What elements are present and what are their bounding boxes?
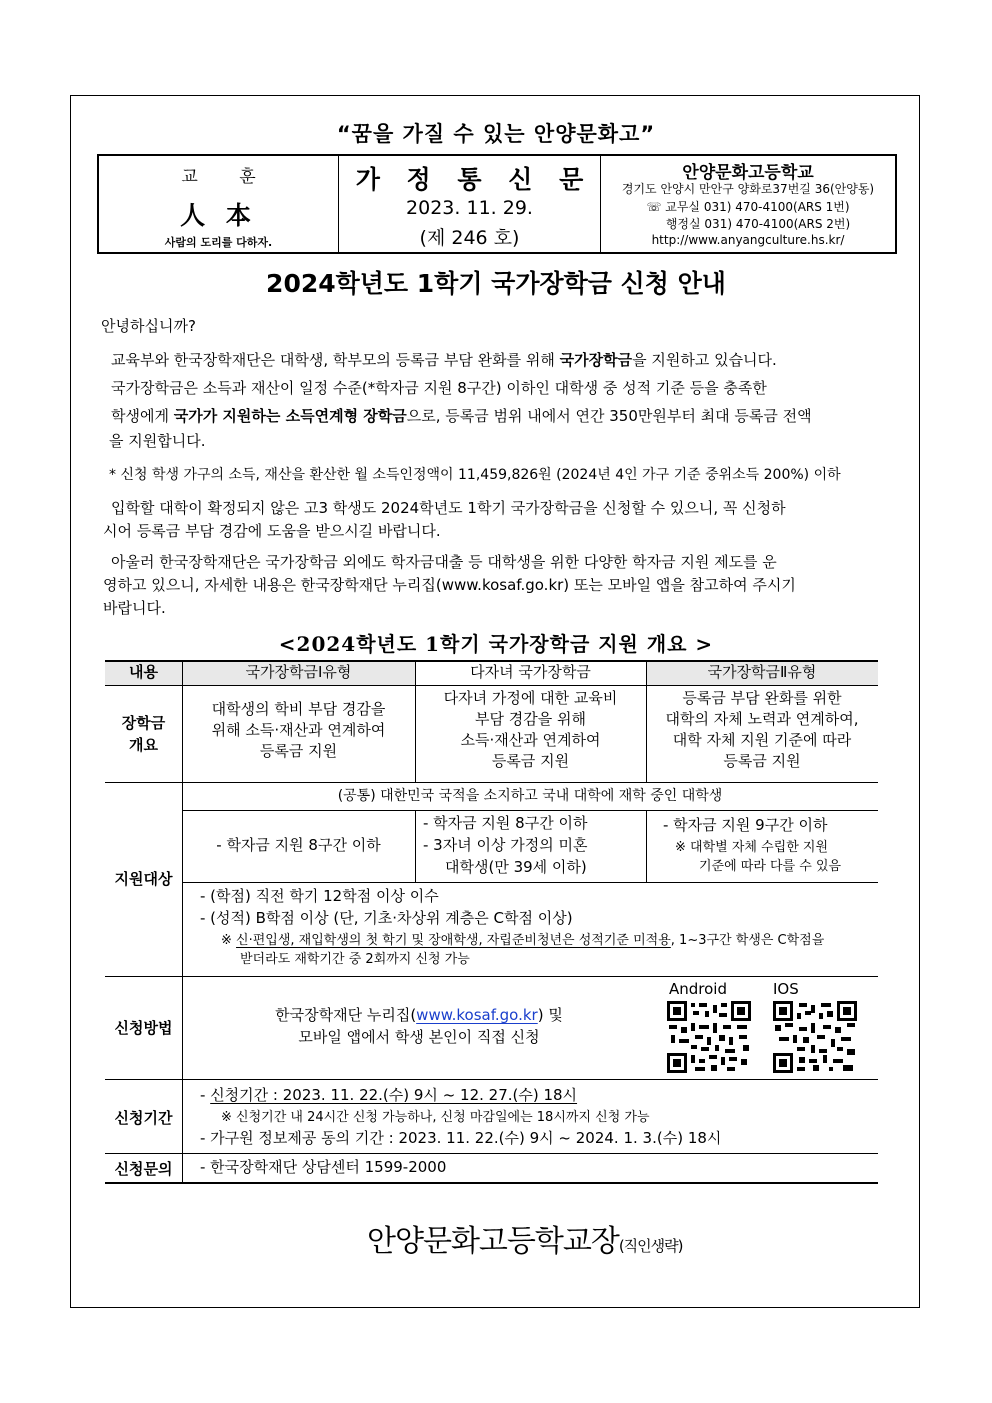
paragraph-1-end: 을 지원하고 있습니다. [632, 351, 777, 369]
table-title: <2024학년도 1학기 국가장학금 지원 개요 > [278, 632, 714, 656]
greeting: 안녕하십니까? [101, 317, 196, 335]
header-multi-child: 다자녀 국가장학금 [470, 663, 591, 681]
row-label-overview: 장학금 개요 [121, 714, 166, 754]
income-note: * 신청 학생 가구의 소득, 재산을 환산한 월 소득인정액이 11,459,826원 (2024년 4인 가구 기준 중위소득 200%) 이하 [109, 467, 841, 483]
paragraph-4-line-3: 바랍니다. [103, 599, 166, 617]
method-line-1 [182, 1005, 656, 1026]
paragraph-1-text: 교육부와 한국장학재단은 대학생, 학부모의 등록금 부담 완화를 위해 [111, 351, 560, 369]
target-note-mark: ※ [221, 933, 237, 948]
paragraph-2-bold: 국가가 지원하는 소득연계형 장학금 [173, 407, 407, 425]
paragraph-4-line-1: 아울러 한국장학재단은 국가장학금 외에도 학자금대출 등 대학생을 위한 다양한 학자금 지원 제도를 운 [111, 553, 777, 571]
document-frame [70, 95, 920, 1308]
paragraph-2-line-1: 국가장학금은 소득과 재산이 일정 수준(*학자금 지원 8구간) 이하인 대학생 중 성적 기준 등을 충족한 [111, 379, 767, 397]
page-title: 2024학년도 1학기 국가장학금 신청 안내 [266, 269, 726, 298]
android-label: Android [669, 980, 727, 998]
creed: 人 本 [180, 201, 257, 230]
header-content: 내용 [129, 663, 158, 681]
paragraph-4-line-2: 영하고 있으니, 자세한 내용은 한국장학재단 누리집(www.kosaf.go.kr) 또는 모바일 앱을 참고하여 주시기 [103, 576, 796, 594]
issue-date: 2023. 11. 29. [406, 197, 533, 219]
paragraph-3-line-2: 시어 등록금 부담 경감에 도움을 받으시길 바랍니다. [103, 522, 441, 540]
seal-omitted-note: (직인생략) [618, 1237, 683, 1255]
newsletter-title: 가 정 통 신 문 [355, 165, 593, 194]
target-type2-1: - 학자금 지원 9구간 이하 [663, 816, 828, 834]
kosaf-link[interactable]: www.kosaf.go.kr [416, 1006, 538, 1024]
target-common: (공통) 대한민국 국적을 소지하고 국내 대학에 재학 중인 대학생 [337, 788, 723, 804]
row-label-target: 지원대상 [114, 870, 173, 888]
creed-subtitle: 사람의 도리를 다하자. [164, 236, 273, 249]
contact-info: - 한국장학재단 상담센터 1599-2000 [200, 1158, 447, 1176]
newsletter-header [97, 154, 897, 254]
school-url[interactable]: http://www.anyangculture.hs.kr/ [651, 233, 845, 247]
period-consent: - 가구원 정보제공 동의 기간 : 2023. 11. 22.(수) 9시 ~ 2024. 1. 3.(수) 18시 [200, 1129, 722, 1147]
row-label-method: 신청방법 [114, 1019, 173, 1037]
target-note-2: 받더라도 재학기간 중 2회까지 신청 가능 [240, 952, 470, 967]
android-qr-code[interactable] [667, 1001, 751, 1073]
header-type1: 국가장학금Ⅰ유형 [245, 663, 352, 681]
target-note-rest: , 1~3구간 학생은 C학점을 [670, 933, 825, 948]
overview-type2: 등록금 부담 완화를 위한 대학의 자체 노력과 연계하여, 대학 자체 지원 기준에 따라 등록금 지원 [665, 689, 859, 770]
target-grade: - (성적) B학점 이상 (단, 기초·차상위 계층은 C학점 이상) [200, 909, 573, 927]
principal-signature [367, 1216, 683, 1260]
period-application [200, 1085, 577, 1106]
paragraph-2-line-3: 을 지원합니다. [109, 432, 206, 450]
school-motto: “꿈을 가질 수 있는 안양문화고” [336, 122, 656, 146]
period-dash: - [200, 1086, 211, 1104]
school-address: 경기도 안양시 만안구 양화로37번길 36(안양동) [621, 182, 875, 196]
target-type2-3: 기준에 따라 다를 수 있음 [699, 859, 842, 874]
paragraph-3-line-1: 입학할 대학이 확정되지 않은 고3 학생도 2024학년도 1학기 국가장학금을 신청할 수 있으니, 꼭 신청하 [111, 499, 786, 517]
period-note: ※ 신청기간 내 24시간 신청 가능하나, 신청 마감일에는 18시까지 신청 가능 [221, 1110, 650, 1125]
creed-label: 교 훈 [181, 167, 274, 187]
paragraph-1 [111, 349, 777, 372]
target-note-underlined: 신·편입생, 재입학생의 첫 학기 및 장애학생, 자립준비청년은 성적기준 미적용 [236, 933, 671, 948]
period-application-dates: 신청기간 : 2023. 11. 22.(수) 9시 ~ 12. 27.(수) 18시 [210, 1086, 578, 1104]
method-text-end: ) 및 [537, 1006, 563, 1024]
school-name: 안양문화고등학교 [682, 163, 814, 183]
target-multi-1: - 학자금 지원 8구간 이하 [423, 814, 588, 832]
paragraph-2-rest: 으로, 등록금 범위 내에서 연간 350만원부터 최대 등록금 전액 [406, 407, 812, 425]
target-multi-3: 대학생(만 39세 이하) [445, 858, 587, 876]
paragraph-1-bold: 국가장학금 [559, 351, 633, 369]
issue-number: (제 246 호) [419, 227, 520, 249]
overview-type1: 대학생의 학비 부담 경감을 위해 소득·재산과 연계하여 등록금 지원 [211, 700, 386, 760]
creed-cell [99, 156, 339, 252]
paragraph-2-line-2 [111, 405, 901, 428]
newsletter-cell [339, 156, 601, 252]
school-info-cell [601, 156, 895, 252]
header-type2: 국가장학금Ⅱ유형 [707, 663, 817, 681]
ios-qr-code[interactable] [773, 1001, 857, 1073]
overview-multi-child: 다자녀 가정에 대한 교육비 부담 경감을 위해 소득·재산과 연계하여 등록금 지원 [443, 689, 618, 770]
row-label-period: 신청기간 [114, 1109, 173, 1127]
target-credit: - (학점) 직전 학기 12학점 이상 이수 [200, 887, 439, 905]
school-phone-2: 행정실 031) 470-4100(ARS 2번) [665, 217, 851, 231]
row-label-contact: 신청문의 [114, 1160, 173, 1178]
method-line-2: 모바일 앱에서 학생 본인이 직접 신청 [298, 1028, 540, 1046]
target-multi-2: - 3자녀 이상 가정의 미혼 [423, 836, 588, 854]
method-text: 한국장학재단 누리집( [275, 1006, 417, 1024]
paragraph-2-text: 학생에게 [111, 407, 174, 425]
principal-title: 안양문화고등학교장 [367, 1224, 619, 1259]
target-note [221, 931, 824, 950]
school-phone-1: ☏ 교무실 031) 470-4100(ARS 1번) [646, 200, 850, 214]
target-type1: - 학자금 지원 8구간 이하 [216, 836, 381, 854]
target-type2-2: ※ 대학별 자체 수립한 지원 [675, 840, 829, 855]
ios-label: IOS [773, 980, 799, 998]
